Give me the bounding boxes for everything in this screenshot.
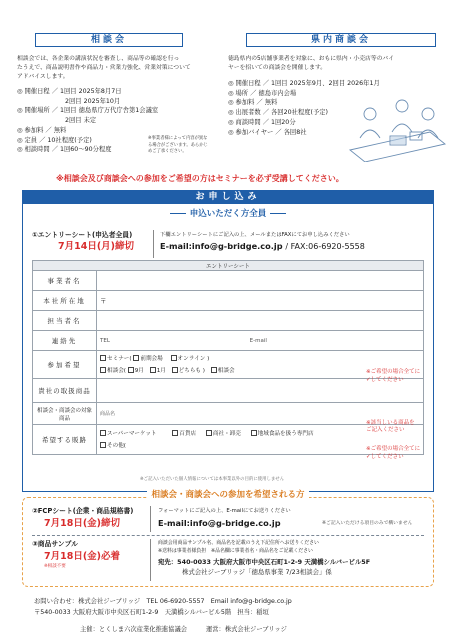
- contact-field[interactable]: [97, 331, 424, 351]
- section-divider: [32, 535, 424, 536]
- form-header-row: [33, 261, 424, 271]
- sample-line: ※送料は事業者様負担 ※品名欄に事業者名・商品名をご記載ください: [158, 547, 313, 554]
- biz-item: ◎ 参加料 ／ 無料: [228, 99, 278, 107]
- consult-intro-line: たうえで、商品説明書作や商品力・営業力強化、営業対策について: [17, 65, 191, 71]
- channel-note-line: ✓してください: [366, 454, 404, 460]
- biz-item: ◎ 商談時間 ／ 1回20分: [228, 118, 296, 126]
- biz-item-label: 商談時間: [235, 118, 261, 126]
- biz-item-label: 出展者数: [235, 109, 261, 117]
- consult-item-value: 2回目 2025年10月: [65, 97, 121, 105]
- address-field[interactable]: [97, 291, 424, 311]
- consult-options: 相談会( 9月 1月 どちらも ) 相談会: [100, 365, 420, 377]
- consult-item-value: 1回目 徳島県庁万代庁舎第1会議室: [60, 107, 159, 115]
- sample-address-line: 宛先：540-0033 大阪府大阪市中央区石町1-2-9 天満橋シルバービル5F: [158, 558, 371, 566]
- shodankai-checkbox[interactable]: [211, 367, 217, 373]
- consult-side-note: [148, 136, 208, 156]
- meeting-illustration-icon: [340, 92, 450, 162]
- consult-item-label: 開催日程: [24, 88, 50, 95]
- form-label-target-products: 相談会・商談会の対象商品: [33, 403, 97, 425]
- specialty-checkbox[interactable]: [251, 430, 257, 436]
- both-checkbox[interactable]: [172, 367, 178, 373]
- form-label-company: 事業者名: [33, 271, 97, 291]
- biz-item: ◎ 開催日程 ／ 1回目 2025年9月、2回目 2026年1月: [228, 80, 380, 87]
- form-header: エントリーシート: [33, 261, 424, 271]
- form-footnote: ※ご記入いただいた個人情報については本事業以外の目的に使用しません: [140, 477, 285, 482]
- biz-item: ◎ 場所 ／ 徳島市内会場: [228, 89, 297, 97]
- participation-note: [366, 368, 420, 384]
- consult-item-value: 1回60〜90分程度: [60, 146, 112, 154]
- entry-contact: [160, 242, 365, 251]
- form-row: [33, 291, 424, 311]
- consult-intro: [17, 55, 191, 82]
- biz-item-label: 参加バイヤー: [235, 128, 274, 136]
- consult-intro-line: アドバイスします。: [17, 74, 69, 80]
- form-row: [33, 425, 424, 455]
- consult-item: ◎ 相談時間 ／ 1回60〜90分程度: [17, 146, 112, 154]
- apply-band-label: お申し込み: [195, 192, 261, 202]
- biz-item-label: 場所: [235, 89, 249, 97]
- biz-item-label: 開催日程: [235, 80, 261, 87]
- consult-header: [35, 33, 183, 47]
- consult-item-label: 相談時間: [24, 146, 50, 154]
- contact-line-1: お問い合わせ：株式会社ジーブリッジ TEL 06-6920-5557 Email info@g-bridge.co.jp: [34, 598, 292, 605]
- form-row: [33, 351, 424, 379]
- month-sep-label: 9月: [134, 367, 144, 374]
- entry-fax: / FAX:06-6920-5558: [285, 242, 365, 251]
- seminar-option-label: セミナー(: [107, 355, 132, 362]
- form-row: [33, 311, 424, 331]
- consult-items: [17, 87, 158, 155]
- biz-item: ◎ 参加バイヤー ／ 各回8社: [228, 128, 307, 136]
- sample-title: ③商品サンプル: [32, 540, 78, 548]
- contact-line-2: 〒540-0033 大阪府大阪市中央区石町1-2-9 天満橋シルバービル5階 担当：稲垣: [34, 609, 269, 616]
- month-sep-checkbox[interactable]: [128, 367, 134, 373]
- form-row: [33, 271, 424, 291]
- consult-item-value: 2回目 未定: [65, 117, 97, 125]
- channel-note: [366, 445, 420, 461]
- sample-divider: [150, 539, 151, 581]
- channel-note-line: ※ご希望の場合全てに: [366, 446, 421, 452]
- form-row: [33, 331, 424, 351]
- contact-person-field[interactable]: [97, 311, 424, 331]
- form-row: [33, 403, 424, 425]
- sample-address: [158, 557, 370, 577]
- consult-checkbox[interactable]: [100, 367, 106, 373]
- apply-sub-label: 申込いただく方全員: [189, 209, 267, 219]
- shodankai-label: 相談会: [217, 367, 235, 374]
- email-label: E-mail: [249, 337, 267, 344]
- consult-option-label: 相談会(: [107, 367, 126, 374]
- other-label: その他(: [107, 442, 126, 449]
- consult-item: ◎ 定員 ／ 10社程度(予定): [17, 136, 92, 144]
- dept-store-checkbox[interactable]: [172, 430, 178, 436]
- biz-header-label: 県内商談会: [310, 35, 371, 45]
- consult-item-label: 定員: [24, 136, 38, 144]
- product-name-label: 商品名: [100, 411, 116, 417]
- online-checkbox[interactable]: [171, 355, 177, 361]
- consult-item-value: 1回目 2025年8月7日: [60, 88, 122, 95]
- biz-item-value: 1回目 2025年9月、2回目 2026年1月: [271, 80, 380, 87]
- seminar-checkbox[interactable]: [100, 355, 106, 361]
- entry-title: ①エントリーシート(申込者全員): [32, 231, 133, 239]
- target-products-note-line: ※該当しいる商品をご記入ください: [366, 420, 415, 433]
- biz-item-value: 徳島市内会場: [258, 89, 297, 97]
- biz-item-value: 無料: [264, 99, 278, 107]
- biz-item-label: 参加料: [235, 99, 255, 107]
- consult-item: [17, 97, 158, 107]
- biz-header: [246, 33, 436, 47]
- tel-label: TEL: [100, 337, 110, 344]
- biz-item-value: 各回8社: [283, 128, 307, 136]
- form-row: [33, 379, 424, 403]
- specialty-label: 地域食品を扱う専門店: [257, 430, 314, 437]
- company-name-field[interactable]: [97, 271, 424, 291]
- participation-note-line: ※ご希望の場合全てに: [366, 369, 421, 375]
- sample-lines: [158, 540, 319, 555]
- entry-divider: [153, 230, 154, 258]
- entry-instructions: 下欄エントリーシートにご記入の上、メールまたはFAXにてお申し込みください: [160, 232, 350, 238]
- consult-item: [17, 116, 158, 126]
- fcp-deadline: 7月18日(金)締切: [44, 518, 121, 529]
- postal-mark: 〒: [100, 297, 107, 305]
- wholesale-checkbox[interactable]: [206, 430, 212, 436]
- entry-deadline: 7月14日(月)締切: [58, 241, 135, 252]
- fcp-title: ②FCPシート(企業・商品規格書): [32, 507, 134, 515]
- month-jan-checkbox[interactable]: [150, 367, 156, 373]
- other-checkbox[interactable]: [100, 442, 106, 448]
- consult-intro-line: 相談会では、各企業の講演状況を審査し、商品等の確認を行っ: [17, 56, 180, 62]
- fcp-instructions: フォーマットにご記入の上、E-mailにてお送りください: [158, 508, 291, 514]
- biz-intro-line: 徳島県内の5店舗事業者を対象に、おもに県内・小売店等のバイ: [228, 56, 395, 62]
- sample-sub: ※相談不要: [44, 564, 66, 569]
- apply-sub-banner-2: [22, 491, 434, 501]
- seminar-notice: ※相談会及び商談会への参加をご希望の方はセミナーを必ず受講してください。: [56, 174, 344, 183]
- consult-item: ◎ 参加料 ／ 無料: [17, 126, 67, 134]
- biz-intro: [228, 55, 394, 73]
- fcp-note: ※ご記入いただける項目のみで構いません: [322, 521, 413, 526]
- apply-sub2-label: 相談会・商談会への参加を希望される方: [147, 490, 308, 500]
- venue-checkbox[interactable]: [133, 355, 139, 361]
- form-label-contact: 連絡先: [33, 331, 97, 351]
- consult-side-note-line: る場合がございます。あらかじ: [148, 142, 208, 148]
- form-label-channel: 希望する販路: [33, 425, 97, 455]
- venue-option-label: 前期会場: [140, 355, 163, 362]
- consult-item: ◎ 開催場所 ／ 1回目 徳島県庁万代庁舎第1会議室: [17, 107, 159, 115]
- apply-band: [22, 190, 434, 204]
- seminar-options: セミナー( 前期会場 オンライン ): [100, 353, 420, 365]
- sample-deadline: 7月18日(金)必着: [44, 551, 121, 562]
- dept-store-label: 百貨店: [179, 430, 197, 437]
- form-label-contact-person: 担当者名: [33, 311, 97, 331]
- fcp-divider: [150, 506, 151, 532]
- consult-item-value: 10社程度(予定): [47, 136, 92, 144]
- biz-item-value: 各回20社程度(予定): [271, 109, 329, 117]
- consult-side-note-line: ※事業者様によって内容が異な: [148, 136, 208, 141]
- sample-address-line: 株式会社ジーブリッジ「徳島県事業 7/23相談会」係: [182, 568, 332, 576]
- supermarket-checkbox[interactable]: [100, 430, 106, 436]
- apply-sub-banner: [22, 210, 434, 220]
- form-label-participation: 参加希望: [33, 351, 97, 379]
- online-option-label: オンライン: [177, 355, 206, 362]
- form-label-products: 貴社の取扱商品: [33, 379, 97, 403]
- consult-side-note-line: めご了承ください。: [148, 149, 187, 154]
- contact-line-3: 主催：とくしま六次産業化推進協議会 運営：株式会社ジーブリッジ: [80, 626, 287, 633]
- participation-note-line: ✓してください: [366, 377, 404, 383]
- entry-email-link[interactable]: E-mail:info@g-bridge.co.jp: [160, 241, 283, 251]
- consult-header-label: 相談会: [90, 35, 127, 45]
- consult-item-label: 開催場所: [24, 107, 50, 115]
- consult-item-value: 無料: [53, 126, 67, 134]
- wholesale-label: 商社・卸売: [212, 430, 241, 437]
- biz-item-value: 1回20分: [271, 118, 296, 126]
- form-label-address: 本社所在地: [33, 291, 97, 311]
- supermarket-label: スーパーマーケット: [107, 430, 157, 437]
- consult-item: ◎ 開催日程 ／ 1回目 2025年8月7日: [17, 88, 122, 95]
- both-label: どちらも: [178, 367, 202, 374]
- target-products-note: [366, 420, 420, 434]
- month-jan-label: 1月: [156, 367, 166, 374]
- fcp-email-link[interactable]: E-mail:info@g-bridge.co.jp: [158, 518, 281, 528]
- sample-line: 商談会用商品サンプル名、商品名を記載のうえ下記住所へお送りください: [158, 540, 319, 546]
- biz-intro-line: ヤーを招いての商談会を開催します。: [228, 65, 327, 71]
- biz-item: ◎ 出展者数 ／ 各回20社程度(予定): [228, 109, 329, 117]
- consult-item-label: 参加料: [24, 126, 44, 134]
